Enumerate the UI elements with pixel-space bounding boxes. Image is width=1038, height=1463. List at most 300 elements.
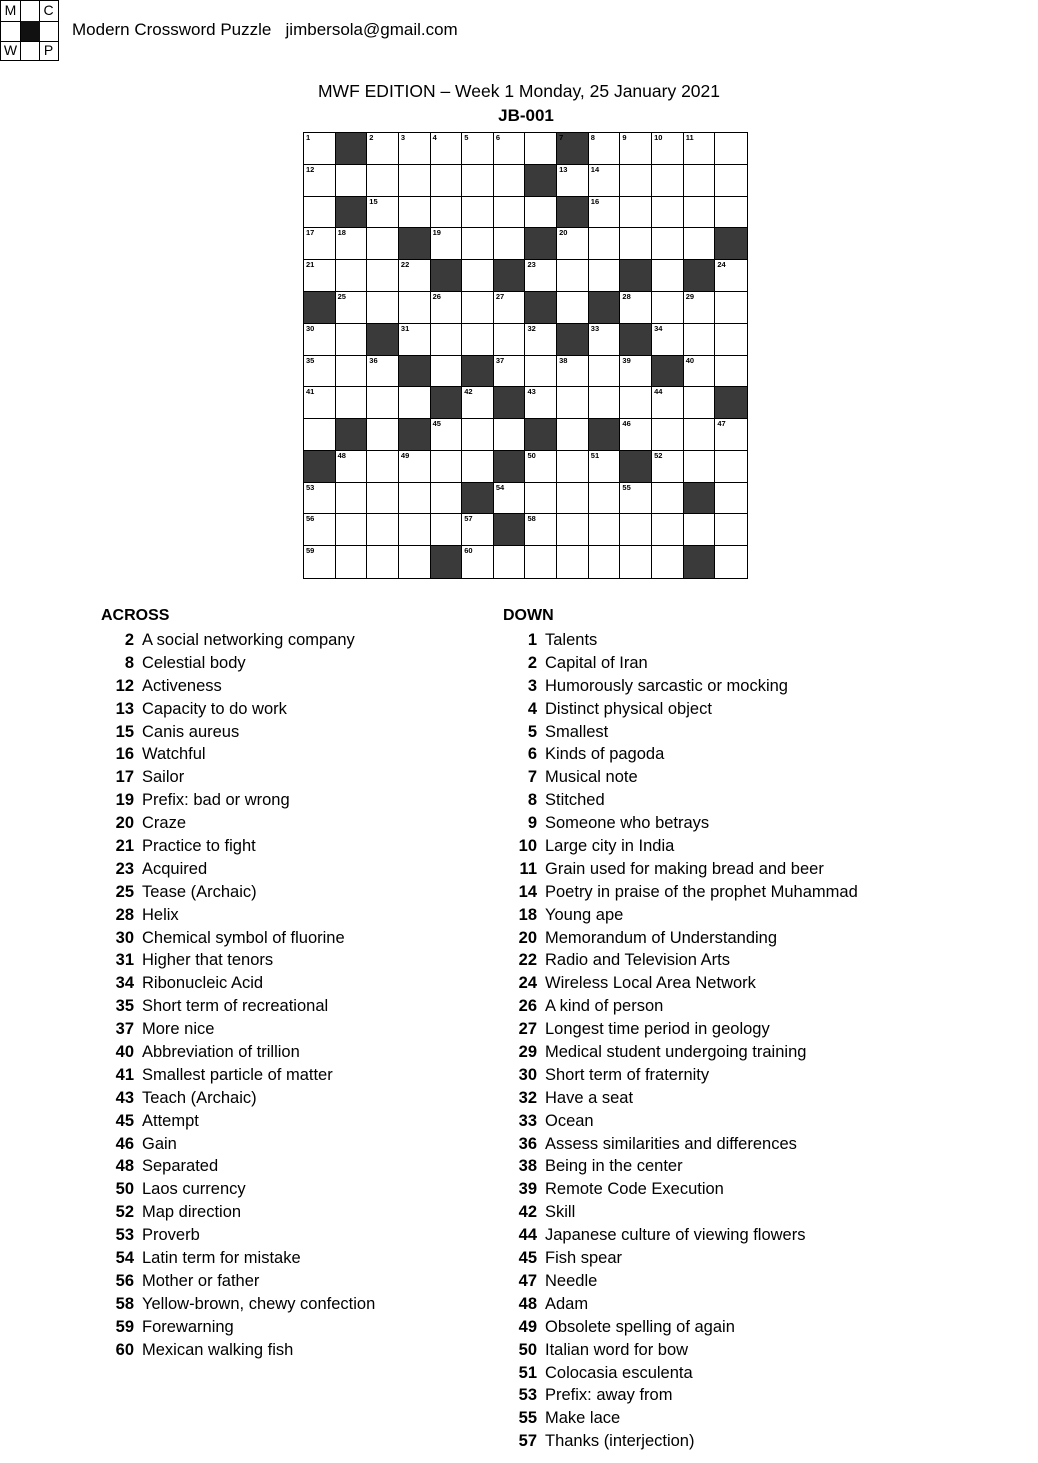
- grid-cell[interactable]: [367, 546, 399, 578]
- grid-cell[interactable]: [589, 451, 621, 483]
- cell-number: 55: [622, 482, 631, 492]
- grid-cell[interactable]: [715, 451, 747, 483]
- grid-cell[interactable]: [557, 260, 589, 292]
- cell-number: 18: [337, 228, 346, 238]
- grid-cell[interactable]: [525, 451, 557, 483]
- down-clue[interactable]: [504, 1224, 858, 1247]
- grid-cell[interactable]: [715, 197, 747, 229]
- grid-cell[interactable]: [304, 514, 336, 546]
- grid-cell[interactable]: [525, 324, 557, 356]
- grid-cell[interactable]: [399, 197, 431, 229]
- grid-cell[interactable]: [431, 165, 463, 197]
- clue-text: Separated: [142, 1157, 219, 1176]
- grid-cell[interactable]: [715, 546, 747, 578]
- grid-cell[interactable]: [462, 292, 494, 324]
- grid-cell[interactable]: [494, 483, 526, 515]
- grid-cell[interactable]: [304, 324, 336, 356]
- grid-cell[interactable]: [494, 165, 526, 197]
- clue-number: 4: [527, 699, 537, 718]
- grid-black-cell: [652, 356, 684, 388]
- grid-black-cell: [304, 451, 336, 483]
- grid-cell[interactable]: [336, 387, 368, 419]
- grid-cell[interactable]: [557, 165, 589, 197]
- down-clue[interactable]: [504, 1087, 858, 1110]
- grid-cell[interactable]: [399, 514, 431, 546]
- grid-cell[interactable]: [367, 419, 399, 451]
- down-clue[interactable]: [504, 1110, 858, 1133]
- grid-cell[interactable]: [304, 260, 336, 292]
- grid-cell[interactable]: [715, 483, 747, 515]
- clue-number: 25: [115, 882, 134, 901]
- down-clue[interactable]: [504, 1362, 858, 1385]
- clue-number: 44: [518, 1226, 537, 1245]
- cell-number: 22: [400, 260, 410, 270]
- clue-text: Canis aureus: [142, 722, 240, 741]
- across-clue[interactable]: [101, 675, 375, 698]
- grid-cell[interactable]: [431, 228, 463, 260]
- grid-cell[interactable]: [304, 228, 336, 260]
- down-clue[interactable]: [504, 1293, 858, 1316]
- grid-black-cell: [431, 260, 463, 292]
- clue-number: 50: [115, 1180, 134, 1199]
- grid-cell[interactable]: [684, 451, 716, 483]
- across-clue[interactable]: [101, 881, 375, 904]
- across-clue[interactable]: [101, 904, 375, 927]
- across-clue[interactable]: [101, 629, 375, 652]
- clue-number: 59: [115, 1317, 134, 1336]
- grid-cell[interactable]: [462, 419, 494, 451]
- grid-cell[interactable]: [399, 451, 431, 483]
- cell-number: 11: [685, 133, 694, 142]
- clue-text: Prefix: bad or wrong: [142, 791, 290, 810]
- clue-text: Fish spear: [545, 1249, 623, 1268]
- grid-cell[interactable]: [304, 546, 336, 578]
- down-clue[interactable]: [504, 881, 858, 904]
- down-clue[interactable]: [504, 835, 858, 858]
- grid-cell[interactable]: [336, 324, 368, 356]
- grid-cell[interactable]: [367, 197, 399, 229]
- grid-cell[interactable]: [431, 197, 463, 229]
- grid-cell[interactable]: [684, 324, 716, 356]
- down-clue[interactable]: [504, 1041, 858, 1064]
- grid-cell[interactable]: [494, 197, 526, 229]
- clue-text: Italian word for bow: [545, 1340, 689, 1359]
- clue-text: Gain: [142, 1134, 177, 1153]
- across-clue[interactable]: [101, 721, 375, 744]
- down-clue[interactable]: [504, 858, 858, 881]
- grid-cell[interactable]: [336, 483, 368, 515]
- clue-number: 5: [527, 722, 537, 741]
- grid-cell[interactable]: [557, 356, 589, 388]
- grid-cell[interactable]: [620, 165, 652, 197]
- grid-cell[interactable]: [652, 483, 684, 515]
- grid-cell[interactable]: [367, 228, 399, 260]
- down-clue[interactable]: [504, 1178, 858, 1201]
- down-clue[interactable]: [504, 675, 858, 698]
- grid-cell[interactable]: [684, 356, 716, 388]
- down-clue[interactable]: [504, 927, 858, 950]
- down-clue[interactable]: [504, 1133, 858, 1156]
- logo: [0, 0, 59, 61]
- grid-cell[interactable]: [652, 451, 684, 483]
- grid-cell[interactable]: [525, 387, 557, 419]
- across-clue[interactable]: [101, 1087, 375, 1110]
- grid-cell[interactable]: [684, 514, 716, 546]
- grid-cell[interactable]: [715, 165, 747, 197]
- down-clue[interactable]: [504, 629, 858, 652]
- down-clue[interactable]: [504, 1247, 858, 1270]
- grid-cell[interactable]: [367, 260, 399, 292]
- grid-cell[interactable]: [715, 292, 747, 324]
- grid-cell[interactable]: [431, 483, 463, 515]
- grid-cell[interactable]: [431, 292, 463, 324]
- grid-cell[interactable]: [431, 356, 463, 388]
- clue-number: 24: [518, 974, 537, 993]
- grid-cell[interactable]: [494, 292, 526, 324]
- grid-cell[interactable]: [525, 197, 557, 229]
- down-clue[interactable]: [504, 698, 858, 721]
- across-clue[interactable]: [101, 1339, 375, 1362]
- grid-cell[interactable]: [336, 546, 368, 578]
- grid-cell[interactable]: [336, 451, 368, 483]
- grid-cell[interactable]: [652, 133, 684, 165]
- grid-cell[interactable]: [399, 387, 431, 419]
- cell-number: 3: [400, 133, 406, 142]
- grid-cell[interactable]: [620, 197, 652, 229]
- down-heading: DOWN: [503, 607, 554, 624]
- clue-number: 2: [527, 653, 537, 672]
- grid-cell[interactable]: [462, 546, 494, 578]
- down-clue[interactable]: [504, 904, 858, 927]
- grid-cell[interactable]: [431, 514, 463, 546]
- grid-cell[interactable]: [462, 260, 494, 292]
- across-clue[interactable]: [101, 1224, 375, 1247]
- across-clue[interactable]: [101, 835, 375, 858]
- down-clue[interactable]: [504, 995, 858, 1018]
- clue-number: 30: [115, 928, 134, 947]
- grid-cell[interactable]: [684, 133, 716, 165]
- grid-cell[interactable]: [620, 133, 652, 165]
- cell-number: 23: [527, 260, 536, 270]
- grid-black-cell: [684, 546, 716, 578]
- clue-text: Map direction: [142, 1203, 242, 1222]
- grid-cell[interactable]: [525, 483, 557, 515]
- across-clue[interactable]: [101, 1316, 375, 1339]
- cell-number: 50: [527, 450, 536, 460]
- grid-cell[interactable]: [462, 228, 494, 260]
- across-clue[interactable]: [101, 927, 375, 950]
- down-clue[interactable]: [504, 721, 858, 744]
- grid-cell[interactable]: [431, 133, 463, 165]
- grid-cell[interactable]: [399, 260, 431, 292]
- clue-text: Kinds of pagoda: [545, 745, 665, 764]
- grid-cell[interactable]: [684, 419, 716, 451]
- grid-cell[interactable]: [462, 387, 494, 419]
- grid-cell[interactable]: [399, 133, 431, 165]
- grid-cell[interactable]: [336, 165, 368, 197]
- grid-cell[interactable]: [399, 546, 431, 578]
- across-clue[interactable]: [101, 698, 375, 721]
- grid-cell[interactable]: [336, 356, 368, 388]
- grid-cell[interactable]: [589, 133, 621, 165]
- grid-black-cell: [399, 419, 431, 451]
- grid-cell[interactable]: [589, 228, 621, 260]
- cell-number: 42: [464, 387, 473, 397]
- cell-number: 20: [559, 228, 568, 238]
- grid-cell[interactable]: [367, 356, 399, 388]
- grid-cell[interactable]: [431, 451, 463, 483]
- grid-cell[interactable]: [462, 197, 494, 229]
- grid-cell[interactable]: [462, 324, 494, 356]
- clue-text: Make lace: [545, 1409, 621, 1428]
- across-clue[interactable]: [101, 1041, 375, 1064]
- grid-cell[interactable]: [304, 133, 336, 165]
- down-clue[interactable]: [504, 1407, 858, 1430]
- down-clue[interactable]: [504, 812, 858, 835]
- grid-cell[interactable]: [367, 514, 399, 546]
- grid-cell[interactable]: [652, 514, 684, 546]
- grid-cell[interactable]: [367, 451, 399, 483]
- grid-cell[interactable]: [684, 197, 716, 229]
- grid-cell[interactable]: [684, 228, 716, 260]
- cell-number: 26: [432, 291, 441, 301]
- grid-cell[interactable]: [652, 260, 684, 292]
- grid-cell[interactable]: [589, 260, 621, 292]
- grid-cell[interactable]: [620, 387, 652, 419]
- clue-text: Short term of fraternity: [545, 1065, 710, 1084]
- grid-cell[interactable]: [652, 228, 684, 260]
- down-clue[interactable]: [504, 1270, 858, 1293]
- clue-text: Skill: [545, 1203, 576, 1222]
- grid-cell[interactable]: [715, 324, 747, 356]
- grid-cell[interactable]: [557, 546, 589, 578]
- grid-cell[interactable]: [589, 165, 621, 197]
- grid-cell[interactable]: [589, 387, 621, 419]
- grid-cell[interactable]: [589, 483, 621, 515]
- grid-cell[interactable]: [462, 133, 494, 165]
- across-clue[interactable]: [101, 1270, 375, 1293]
- clue-number: 12: [115, 676, 134, 695]
- down-clue[interactable]: [504, 1316, 858, 1339]
- down-clue[interactable]: [504, 1018, 858, 1041]
- grid-cell[interactable]: [525, 546, 557, 578]
- grid-cell[interactable]: [367, 165, 399, 197]
- across-clue[interactable]: [101, 789, 375, 812]
- grid-cell[interactable]: [462, 165, 494, 197]
- across-clue[interactable]: [101, 812, 375, 835]
- down-clue[interactable]: [504, 1155, 858, 1178]
- grid-cell[interactable]: [494, 324, 526, 356]
- clue-text: Ribonucleic Acid: [142, 974, 264, 993]
- clue-number: 53: [115, 1226, 134, 1245]
- grid-cell[interactable]: [336, 260, 368, 292]
- grid-cell[interactable]: [684, 292, 716, 324]
- grid-cell[interactable]: [715, 133, 747, 165]
- cell-number: 37: [495, 355, 505, 365]
- down-clue[interactable]: [504, 1384, 858, 1407]
- grid-cell[interactable]: [367, 292, 399, 324]
- grid-cell[interactable]: [589, 546, 621, 578]
- clue-text: Capacity to do work: [142, 699, 287, 718]
- grid-cell[interactable]: [652, 165, 684, 197]
- across-clue[interactable]: [101, 1018, 375, 1041]
- grid-cell[interactable]: [304, 356, 336, 388]
- across-clue[interactable]: [101, 1133, 375, 1156]
- grid-cell[interactable]: [684, 165, 716, 197]
- grid-cell[interactable]: [304, 419, 336, 451]
- grid-cell[interactable]: [304, 483, 336, 515]
- grid-cell[interactable]: [557, 387, 589, 419]
- grid-cell[interactable]: [715, 419, 747, 451]
- grid-cell[interactable]: [620, 419, 652, 451]
- grid-black-cell: [620, 324, 652, 356]
- cell-number: 34: [654, 323, 663, 333]
- grid-cell[interactable]: [367, 133, 399, 165]
- grid-cell[interactable]: [431, 419, 463, 451]
- across-clue[interactable]: [101, 995, 375, 1018]
- down-clue[interactable]: [504, 1201, 858, 1224]
- grid-cell[interactable]: [620, 546, 652, 578]
- down-clue-list: [504, 629, 858, 1453]
- grid-cell[interactable]: [304, 387, 336, 419]
- grid-cell[interactable]: [652, 387, 684, 419]
- cell-number: 43: [527, 387, 536, 397]
- grid-cell[interactable]: [557, 419, 589, 451]
- grid-cell[interactable]: [494, 546, 526, 578]
- across-clue[interactable]: [101, 1201, 375, 1224]
- grid-cell[interactable]: [684, 387, 716, 419]
- grid-cell[interactable]: [715, 260, 747, 292]
- down-clue[interactable]: [504, 652, 858, 675]
- grid-cell[interactable]: [652, 419, 684, 451]
- grid-cell[interactable]: [336, 292, 368, 324]
- across-clue[interactable]: [101, 1178, 375, 1201]
- clue-number: 19: [115, 791, 134, 810]
- across-clue[interactable]: [101, 743, 375, 766]
- grid-cell[interactable]: [494, 228, 526, 260]
- grid-cell[interactable]: [336, 514, 368, 546]
- down-clue[interactable]: [504, 972, 858, 995]
- across-clue[interactable]: [101, 766, 375, 789]
- grid-cell[interactable]: [367, 387, 399, 419]
- down-clue[interactable]: [504, 1430, 858, 1453]
- clue-number: 16: [115, 745, 134, 764]
- across-clue[interactable]: [101, 652, 375, 675]
- clue-text: Prefix: away from: [545, 1386, 673, 1405]
- header-email[interactable]: jimbersola@gmail.com: [285, 20, 458, 39]
- grid-cell[interactable]: [462, 451, 494, 483]
- grid-cell[interactable]: [620, 356, 652, 388]
- down-clue[interactable]: [504, 743, 858, 766]
- grid-cell[interactable]: [494, 356, 526, 388]
- grid-cell[interactable]: [589, 356, 621, 388]
- grid-cell[interactable]: [620, 292, 652, 324]
- grid-cell[interactable]: [525, 133, 557, 165]
- cell-number: 28: [622, 291, 631, 301]
- cell-number: 21: [306, 260, 315, 270]
- grid-cell[interactable]: [304, 165, 336, 197]
- grid-cell[interactable]: [399, 165, 431, 197]
- clue-text: Laos currency: [142, 1180, 246, 1199]
- across-clue[interactable]: [101, 1247, 375, 1270]
- grid-cell[interactable]: [367, 483, 399, 515]
- grid-black-cell: [431, 387, 463, 419]
- across-clue[interactable]: [101, 972, 375, 995]
- grid-cell[interactable]: [715, 356, 747, 388]
- grid-cell[interactable]: [525, 356, 557, 388]
- down-clue[interactable]: [504, 1064, 858, 1087]
- clue-text: Colocasia esculenta: [545, 1363, 693, 1382]
- clue-number: 18: [518, 905, 537, 924]
- grid-cell[interactable]: [620, 228, 652, 260]
- grid-cell[interactable]: [399, 483, 431, 515]
- grid-cell[interactable]: [557, 228, 589, 260]
- cell-number: 44: [654, 387, 663, 397]
- grid-cell[interactable]: [431, 324, 463, 356]
- grid-cell[interactable]: [589, 197, 621, 229]
- grid-cell[interactable]: [652, 292, 684, 324]
- grid-cell[interactable]: [494, 419, 526, 451]
- down-clue[interactable]: [504, 766, 858, 789]
- grid-cell[interactable]: [525, 514, 557, 546]
- grid-cell[interactable]: [557, 483, 589, 515]
- grid-cell[interactable]: [399, 324, 431, 356]
- down-clue[interactable]: [504, 1339, 858, 1362]
- clue-number: 10: [518, 837, 537, 856]
- grid-cell[interactable]: [399, 292, 431, 324]
- grid-cell[interactable]: [652, 324, 684, 356]
- grid-black-cell: [684, 260, 716, 292]
- across-clue[interactable]: [101, 858, 375, 881]
- across-clue[interactable]: [101, 949, 375, 972]
- cell-number: 25: [337, 291, 346, 301]
- grid-cell[interactable]: [336, 228, 368, 260]
- grid-black-cell: [399, 356, 431, 388]
- clue-number: 23: [115, 859, 134, 878]
- down-clue[interactable]: [504, 789, 858, 812]
- grid-cell[interactable]: [652, 197, 684, 229]
- grid-cell[interactable]: [589, 324, 621, 356]
- clue-text: Practice to fight: [142, 837, 256, 856]
- grid-cell[interactable]: [525, 260, 557, 292]
- across-clue[interactable]: [101, 1293, 375, 1316]
- grid-cell[interactable]: [557, 292, 589, 324]
- cell-number: 29: [685, 291, 695, 301]
- clue-text: Talents: [545, 631, 598, 649]
- grid-cell[interactable]: [557, 514, 589, 546]
- grid-cell[interactable]: [715, 514, 747, 546]
- across-clue[interactable]: [101, 1110, 375, 1133]
- grid-cell[interactable]: [620, 514, 652, 546]
- across-clue[interactable]: [101, 1155, 375, 1178]
- across-clue[interactable]: [101, 1064, 375, 1087]
- cell-number: 1: [306, 133, 311, 142]
- grid-cell[interactable]: [620, 483, 652, 515]
- grid-cell[interactable]: [304, 197, 336, 229]
- grid-cell[interactable]: [652, 546, 684, 578]
- grid-cell[interactable]: [462, 514, 494, 546]
- clue-number: 51: [518, 1363, 537, 1382]
- down-clue[interactable]: [504, 949, 858, 972]
- clue-text: Proverb: [142, 1226, 200, 1245]
- grid-cell[interactable]: [494, 133, 526, 165]
- grid-cell[interactable]: [589, 514, 621, 546]
- grid-cell[interactable]: [557, 451, 589, 483]
- cell-number: 53: [306, 482, 315, 492]
- clue-text: Assess similarities and differences: [545, 1134, 797, 1153]
- clue-number: 29: [518, 1043, 537, 1062]
- clue-number: 55: [518, 1409, 537, 1428]
